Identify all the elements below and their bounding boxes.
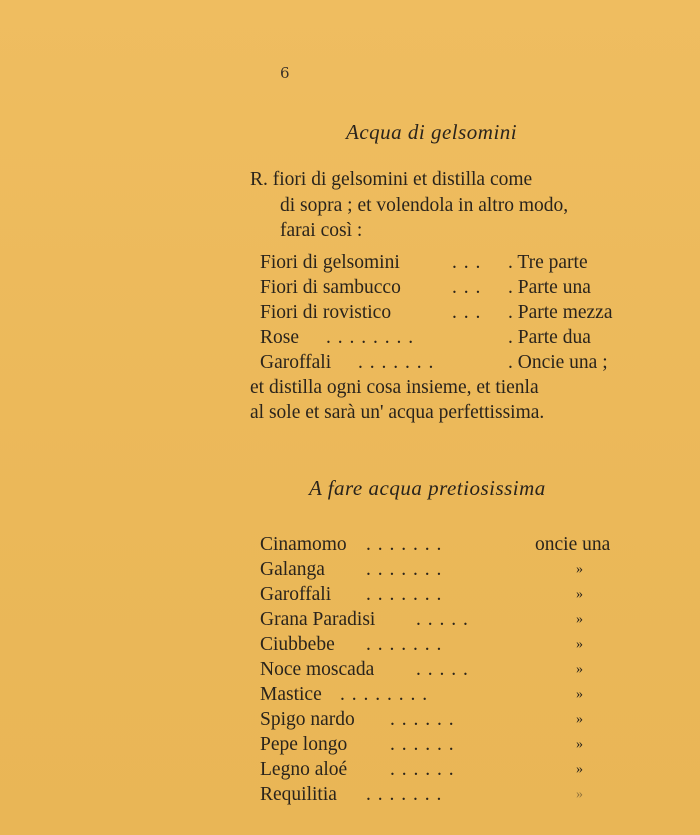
ingredient-amount: . Oncie una ;: [508, 352, 608, 373]
ditto-mark: »: [576, 562, 583, 577]
recipe-intro-line: R. fiori di gelsomini et distilla come: [250, 169, 533, 190]
leader-dots: . . .: [452, 277, 482, 298]
ingredient-row: [260, 657, 640, 682]
ditto-mark: »: [576, 662, 583, 677]
leader-dots: . . . . .: [416, 609, 469, 630]
ingredient-row: [260, 350, 650, 375]
recipe-intro-line: di sopra ; et volendola in altro modo,: [280, 195, 569, 216]
ditto-mark: »: [576, 612, 583, 627]
ingredient-amount: oncie una: [535, 534, 611, 555]
ingredient-name: Grana Paradisi: [260, 609, 376, 630]
leader-dots: . . . . . . .: [366, 584, 443, 605]
ingredient-name: Pepe longo: [260, 734, 348, 755]
leader-dots: . . . . . . .: [366, 784, 443, 805]
ingredient-name: Ciubbebe: [260, 634, 335, 655]
ingredient-row: [260, 532, 640, 557]
ingredient-row: [260, 557, 640, 582]
recipe-intro-line: farai così :: [280, 220, 363, 241]
leader-dots: . . . . . .: [390, 759, 455, 780]
ditto-mark: »: [576, 787, 583, 802]
ingredient-name: Cinamomo: [260, 534, 347, 555]
ingredient-row: [260, 325, 650, 350]
ingredient-row: [260, 250, 650, 275]
ingredient-name: Noce moscada: [260, 659, 375, 680]
ditto-mark: »: [576, 637, 583, 652]
recipe-closing-line: et distilla ogni cosa insieme, et tienla: [250, 377, 539, 398]
ingredient-name: Garoffali: [260, 584, 332, 605]
ingredient-row: [260, 300, 650, 325]
ingredient-name: Fiori di sambucco: [260, 277, 401, 298]
page-number: 6: [280, 64, 290, 82]
leader-dots: . . .: [452, 302, 482, 323]
ingredient-name: Mastice: [260, 684, 322, 705]
ingredient-name: Garoffali: [260, 352, 332, 373]
leader-dots: . . . . . . . .: [340, 684, 429, 705]
section-title-acqua-pretiosissima: A fare acqua pretiosissima: [309, 476, 546, 500]
ingredient-row: [260, 582, 640, 607]
ingredient-name: Rose: [260, 327, 299, 348]
ingredient-row: [260, 275, 650, 300]
leader-dots: . . .: [452, 252, 482, 273]
ditto-mark: »: [576, 762, 583, 777]
leader-dots: . . . . . . .: [366, 559, 443, 580]
ingredient-row: [260, 732, 640, 757]
ingredient-name: Fiori di gelsomini: [260, 252, 400, 273]
ingredient-amount: . Parte dua: [508, 327, 591, 348]
ditto-mark: »: [576, 687, 583, 702]
ingredient-row: [260, 682, 640, 707]
leader-dots: . . . . .: [416, 659, 469, 680]
section-title-acqua-di-gelsomini: Acqua di gelsomini: [346, 120, 518, 144]
ditto-mark: »: [576, 587, 583, 602]
ingredient-name: Requilitia: [260, 784, 337, 805]
ingredient-row: [260, 632, 640, 657]
ingredient-name: Spigo nardo: [260, 709, 355, 730]
leader-dots: . . . . . . .: [366, 534, 443, 555]
leader-dots: . . . . . . . .: [326, 327, 415, 348]
ingredient-amount: . Parte mezza: [508, 302, 613, 323]
ditto-mark: »: [576, 712, 583, 727]
ingredient-row: [260, 607, 640, 632]
ingredient-amount: . Parte una: [508, 277, 591, 298]
ingredient-name: Galanga: [260, 559, 325, 580]
ingredient-row: [260, 707, 640, 732]
ditto-mark: »: [576, 737, 583, 752]
ingredient-row: [260, 782, 640, 807]
leader-dots: . . . . . . .: [366, 634, 443, 655]
leader-dots: . . . . . .: [390, 709, 455, 730]
ingredient-name: Legno aloé: [260, 759, 348, 780]
ingredient-row: [260, 757, 640, 782]
leader-dots: . . . . . .: [390, 734, 455, 755]
ingredient-name: Fiori di rovistico: [260, 302, 392, 323]
leader-dots: . . . . . . .: [358, 352, 435, 373]
ingredient-amount: . Tre parte: [508, 252, 588, 273]
recipe-closing-line: al sole et sarà un' acqua perfettissima.: [250, 402, 545, 423]
